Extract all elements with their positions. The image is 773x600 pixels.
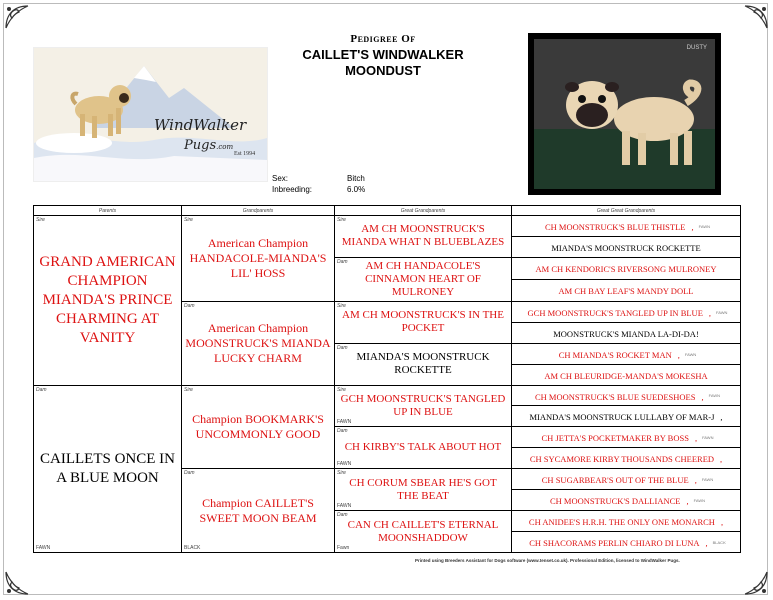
great-grandparent-8-name: CAN CH CAILLET'S ETERNAL MOONSHADDOW: [347, 518, 499, 544]
ggg-16-name: CH SHACORAMS PERLIN CHIARO DI LUNA: [529, 538, 700, 548]
ggg-16-cell: CH SHACORAMS PERLIN CHIARO DI LUNA , BLACK: [512, 532, 741, 553]
sex-label: Sex:: [272, 174, 289, 183]
ggg-5-name: GCH MOONSTRUCK'S TANGLED UP IN BLUE: [527, 307, 703, 318]
grandparent-2-cell: Dam American Champion MOONSTRUCK'S MIANDA LUCKY CHARM: [182, 301, 335, 385]
dog-info: [272, 173, 365, 195]
corner-ornament-bottom-left: [4, 570, 30, 596]
great-grandparent-1-cell: Sire AM CH MOONSTRUCK'S MIANDA WHAT N BLUEBLAZES: [335, 216, 512, 258]
pug-illustration-icon: [72, 85, 131, 138]
dog-photo: [528, 33, 721, 195]
ggg-11-cell: CH JETTA'S POCKETMAKER BY BOSS , FAWN: [512, 427, 741, 448]
corner-ornament-top-right: [743, 4, 769, 30]
great-grandparent-3-cell: Sire AM CH MOONSTRUCK'S IN THE POCKET: [335, 301, 512, 343]
great-grandparent-6-cell: Dam CH KIRBY'S TALK ABOUT HOT FAWN: [335, 427, 512, 469]
great-grandparent-3-name: AM CH MOONSTRUCK'S IN THE POCKET: [342, 309, 504, 335]
corner-ornament-bottom-right: [743, 570, 769, 596]
sex-value: Bitch: [347, 174, 365, 183]
grandparent-4-name: Champion CAILLET'S SWEET MOON BEAM: [199, 495, 317, 525]
header-great-great-grandparents: Great Great Grandparents: [512, 206, 741, 216]
kennel-logo: [33, 47, 268, 182]
parent-dam-cell: Dam CAILLETS ONCE IN A BLUE MOON FAWN: [34, 385, 182, 552]
ggg-9-name: CH MOONSTRUCK'S BLUE SUEDESHOES: [535, 391, 696, 402]
corner-ornament-top-left: [4, 4, 30, 30]
great-grandparent-5-cell: Sire GCH MOONSTRUCK'S TANGLED UP IN BLUE FAWN: [335, 385, 512, 427]
ggg-1-name: CH MOONSTRUCK'S BLUE THISTLE: [545, 221, 686, 232]
ggg-2-name: MIANDA'S MOONSTRUCK ROCKETTE: [551, 242, 701, 253]
ggg-8-name: AM CH BLEURIDGE-MANDA'S MOKESHA: [544, 370, 708, 381]
ggg-15-name: CH ANIDEE'S H.R.H. THE ONLY ONE MONARCH: [528, 517, 715, 528]
ggg-13-cell: CH SUGARBEAR'S OUT OF THE BLUE , FAWN: [512, 469, 741, 490]
ggg-12-cell: CH SYCAMORE KIRBY THOUSANDS CHEERED ,: [512, 448, 741, 469]
parent-dam-name: CAILLETS ONCE IN A BLUE MOON: [40, 450, 175, 486]
logo-established: Est 1994: [234, 151, 256, 157]
ggg-6-cell: [512, 322, 741, 343]
great-grandparent-2-cell: Dam AM CH HANDACOLE'S CINNAMON HEART OF MULRONEY: [335, 257, 512, 301]
great-grandparent-1-name: AM CH MOONSTRUCK'S MIANDA WHAT N BLUEBLAZES: [341, 223, 505, 249]
ggg-3-cell: [512, 257, 741, 279]
ggg-7-cell: CH MIANDA'S ROCKET MAN , FAWN: [512, 343, 741, 364]
parent-sire-name: GRAND AMERICAN CHAMPION MIANDA'S PRINCE CHARMING AT VANITY: [39, 253, 176, 346]
ggg-5-cell: GCH MOONSTRUCK'S TANGLED UP IN BLUE , FAWN: [512, 301, 741, 322]
table-header-row: [34, 206, 741, 216]
logo-wordmark: WindWalker: [154, 116, 247, 134]
great-grandparent-4-cell: Dam MIANDA'S MOONSTRUCK ROCKETTE: [335, 343, 512, 385]
ggg-9-cell: CH MOONSTRUCK'S BLUE SUEDESHOES , FAWN: [512, 385, 741, 406]
ggg-12-name: CH SYCAMORE KIRBY THOUSANDS CHEERED: [529, 454, 715, 465]
footer-credit: Printed using Breeders Assistant for Dogs software (www.tenset.co.uk). Professional Edition, licensed to WindWalker Pugs.: [415, 558, 680, 563]
great-grandparent-2-name: AM CH HANDACOLE'S CINNAMON HEART OF MULRONEY: [365, 259, 481, 298]
parent-dam-color: FAWN: [36, 545, 51, 551]
dog-name: CAILLET'S WINDWALKER MOONDUST: [302, 47, 464, 78]
header-parents: Parents: [34, 206, 182, 216]
ggg-1-cell: CH MOONSTRUCK'S BLUE THISTLE , FAWN: [512, 216, 741, 237]
ggg-10-cell: MIANDA'S MOONSTRUCK LULLABY OF MAR-J ,: [512, 406, 741, 427]
great-grandparent-8-cell: Dam CAN CH CAILLET'S ETERNAL MOONSHADDOW Fawn: [335, 511, 512, 553]
grandparent-1-name: American Champion HANDACOLE-MIANDA'S LIL' HOSS: [189, 235, 327, 280]
pedigree-of-label: Pedigree Of: [350, 33, 416, 45]
great-grandparent-7-cell: Sire CH CORUM SBEAR HE'S GOT THE BEAT FAWN: [335, 469, 512, 511]
great-grandparent-6-name: CH KIRBY'S TALK ABOUT HOT: [344, 441, 502, 454]
grandparent-1-cell: Sire American Champion HANDACOLE-MIANDA'S LIL' HOSS: [182, 216, 335, 302]
parent-sire-cell: Sire GRAND AMERICAN CHAMPION MIANDA'S PRINCE CHARMING AT VANITY: [34, 216, 182, 386]
inbreeding-label: Inbreeding:: [272, 185, 313, 194]
great-grandparent-7-name: CH CORUM SBEAR HE'S GOT THE BEAT: [349, 476, 497, 502]
grandparent-4-cell: Dam Champion CAILLET'S SWEET MOON BEAM BLACK: [182, 469, 335, 553]
grandparent-3-name: Champion BOOKMARK'S UNCOMMONLY GOOD: [192, 411, 324, 441]
ggg-15-cell: CH ANIDEE'S H.R.H. THE ONLY ONE MONARCH ,: [512, 511, 741, 532]
ggg-7-name: CH MIANDA'S ROCKET MAN: [558, 349, 672, 360]
ggg-4-name: AM CH BAY LEAF'S MANDY DOLL: [558, 286, 694, 297]
ggg-14-name: CH MOONSTRUCK'S DALLIANCE: [550, 496, 681, 507]
photo-caption: DUSTY: [686, 45, 707, 51]
ggg-8-cell: [512, 364, 741, 385]
title-block: [270, 33, 496, 79]
header-grandparents: Grandparents: [182, 206, 335, 216]
ggg-13-name: CH SUGARBEAR'S OUT OF THE BLUE: [541, 475, 689, 486]
grandparent-2-name: American Champion MOONSTRUCK'S MIANDA LUCKY CHARM: [185, 320, 331, 365]
ggg-4-cell: [512, 279, 741, 301]
inbreeding-value: 6.0%: [347, 185, 366, 194]
ggg-2-cell: [512, 236, 741, 257]
logo-subtitle: Pugs.com: [184, 138, 234, 153]
ggg-11-name: CH JETTA'S POCKETMAKER BY BOSS: [541, 433, 689, 444]
great-grandparent-4-name: MIANDA'S MOONSTRUCK ROCKETTE: [356, 351, 490, 377]
ggg-3-name: AM CH KENDORIC'S RIVERSONG MULRONEY: [535, 264, 717, 275]
header-great-grandparents: Great Grandparents: [335, 206, 512, 216]
grandparent-3-cell: Sire Champion BOOKMARK'S UNCOMMONLY GOOD: [182, 385, 335, 469]
great-grandparent-5-name: GCH MOONSTRUCK'S TANGLED UP IN BLUE: [340, 392, 506, 418]
pedigree-table: [33, 205, 741, 553]
grandparent-4-color: BLACK: [184, 545, 201, 551]
ggg-6-name: MOONSTRUCK'S MIANDA LA-DI-DA!: [553, 328, 699, 339]
ggg-10-name: MIANDA'S MOONSTRUCK LULLABY OF MAR-J: [529, 412, 715, 423]
ggg-14-cell: CH MOONSTRUCK'S DALLIANCE , FAWN: [512, 490, 741, 511]
